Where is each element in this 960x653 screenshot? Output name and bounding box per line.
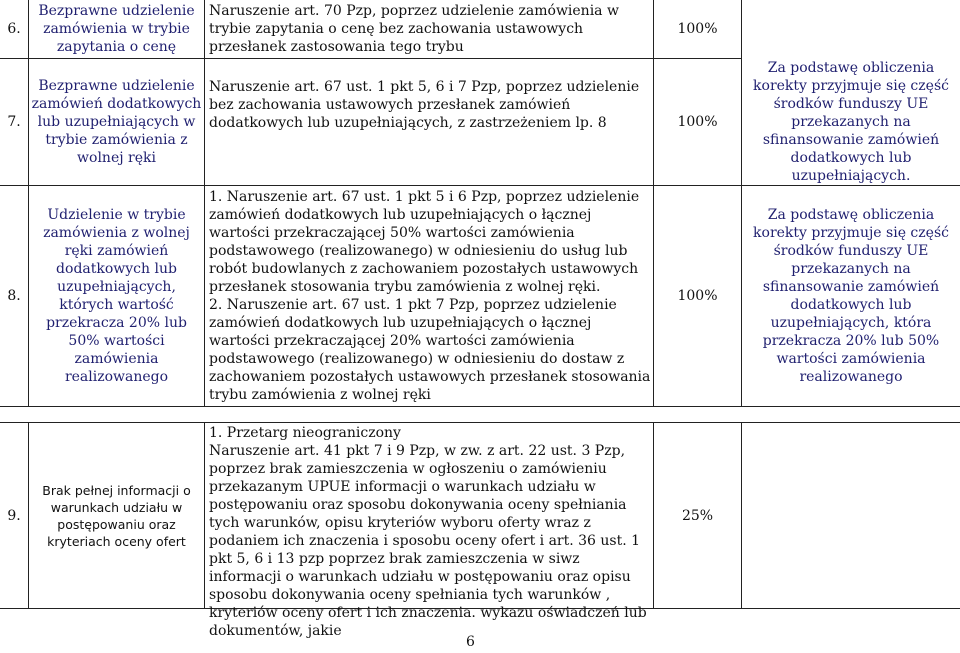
row-line bbox=[0, 406, 960, 407]
description-text: 1. Przetarg nieograniczony bbox=[209, 425, 401, 441]
column-line bbox=[741, 422, 742, 608]
row-number bbox=[0, 59, 28, 185]
violation-cell bbox=[29, 186, 204, 406]
row-number bbox=[0, 186, 28, 406]
basis-cell bbox=[742, 186, 960, 406]
description-text: Naruszenie art. 67 ust. 1 pkt 5, 6 i 7 Pzp, poprzez udzielenie bez zachowania ustawowych przesłanek zamówień dodatkowych lub uzupełniających, z zastrzeżeniem lp. 8 bbox=[209, 79, 640, 131]
violation-cell bbox=[29, 423, 204, 608]
rate-text: 100% bbox=[677, 114, 718, 130]
basis-cell bbox=[742, 59, 960, 185]
rate-text: 25% bbox=[681, 507, 714, 524]
row-number-text: 7. bbox=[7, 114, 21, 130]
description-text: Naruszenie art. 70 Pzp, poprzez udzielenie zamówienia w trybie zapytania o cenę bez zachowania ustawowych przesłanek zastosowania tego trybu bbox=[209, 3, 619, 55]
page-number: 6 bbox=[466, 634, 475, 650]
violation-text: Bezprawne udzielenie zamówienia w trybie zapytania o cenę bbox=[38, 3, 195, 55]
row-number bbox=[0, 423, 28, 608]
violation-text: Brak pełnej informacji o warunkach udziału w postępowaniu oraz kryteriach oceny ofert bbox=[42, 482, 191, 549]
violation-text: Udzielenie w trybie zamówienia z wolnej ręki zamówień dodatkowych lub uzupełniających, których wartość przekracza 20% lub 50% wartości zamówienia realizowanego bbox=[43, 207, 190, 385]
description-cell bbox=[205, 188, 651, 404]
row-number-text: 6. bbox=[7, 21, 21, 37]
description-text: 2. Naruszenie art. 67 ust. 1 pkt 7 Pzp, poprzez udzielenie zamówień dodatkowych lub uzupełniających o łącznej wartości przekraczającej 20% wartości zamówienia podstawowego (realizowanego) w odniesieniu do dostaw z zachowaniem pozostałych ustawowych przesłanek stosowania trybu zamówienia z wolnej ręki bbox=[209, 297, 651, 403]
rate-text: 100% bbox=[677, 288, 718, 304]
rate-cell bbox=[654, 186, 741, 406]
violation-text: Bezprawne udzielenie zamówień dodatkowych lub uzupełniających w trybie zamówienia z wolnej ręki bbox=[31, 78, 202, 166]
row-number bbox=[0, 0, 28, 58]
row-number-text: 9. bbox=[7, 507, 21, 524]
row-number-text: 8. bbox=[7, 288, 21, 304]
description-cell bbox=[205, 78, 651, 178]
violation-cell bbox=[29, 59, 204, 185]
description-text: Naruszenie art. 41 pkt 7 i 9 Pzp, w zw. z art. 22 ust. 3 Pzp, poprzez brak zamieszczenia w ogłoszeniu o zamówieniu przekazanym UPUE informacji o warunkach udziału w postępowaniu oraz sposobu dokonywania oceny spełniania tych warunków, opisu kryteriów wyboru oferty wraz z podaniem ich znaczenia i sposobu oceny ofert i art. 36 ust. 1 pkt 5, 6 i 13 pzp poprzez brak zamieszczenia w siwz informacji o warunkach udziału w postępowaniu oraz opisu sposobu dokonywania oceny spełniania tych warunków , kryteriów oceny ofert i ich znaczenia. wykazu oświadczeń lub dokumentów, jakie bbox=[209, 443, 647, 639]
rate-cell bbox=[654, 0, 741, 58]
description-text: 1. Naruszenie art. 67 ust. 1 pkt 5 i 6 Pzp, poprzez udzielenie zamówień dodatkowych lub uzupełniających o łącznej wartości przekraczającej 50% wartości zamówienia podstawowego (realizowanego) w odniesieniu do usług lub robót budowlanych z zachowaniem pozostałych ustawowych przesłanek stosowania trybu zamówienia z wolnej ręki. bbox=[209, 189, 640, 295]
violation-cell bbox=[29, 0, 204, 58]
rate-cell bbox=[654, 59, 741, 185]
basis-text: Za podstawę obliczenia korekty przyjmuje się część środków funduszy UE przekazanych na sfinansowanie zamówień dodatkowych lub uzupełniających, która przekracza 20% lub 50% wartości zamówienia realizowanego bbox=[753, 207, 949, 385]
rate-cell bbox=[654, 423, 741, 608]
rate-text: 100% bbox=[677, 21, 718, 37]
row-line bbox=[204, 58, 653, 59]
description-cell bbox=[205, 2, 651, 58]
description-cell bbox=[205, 424, 651, 639]
basis-text: Za podstawę obliczenia korekty przyjmuje się część środków funduszy UE przekazanych na sfinansowanie zamówień dodatkowych lub uzupełniających. bbox=[753, 60, 949, 184]
